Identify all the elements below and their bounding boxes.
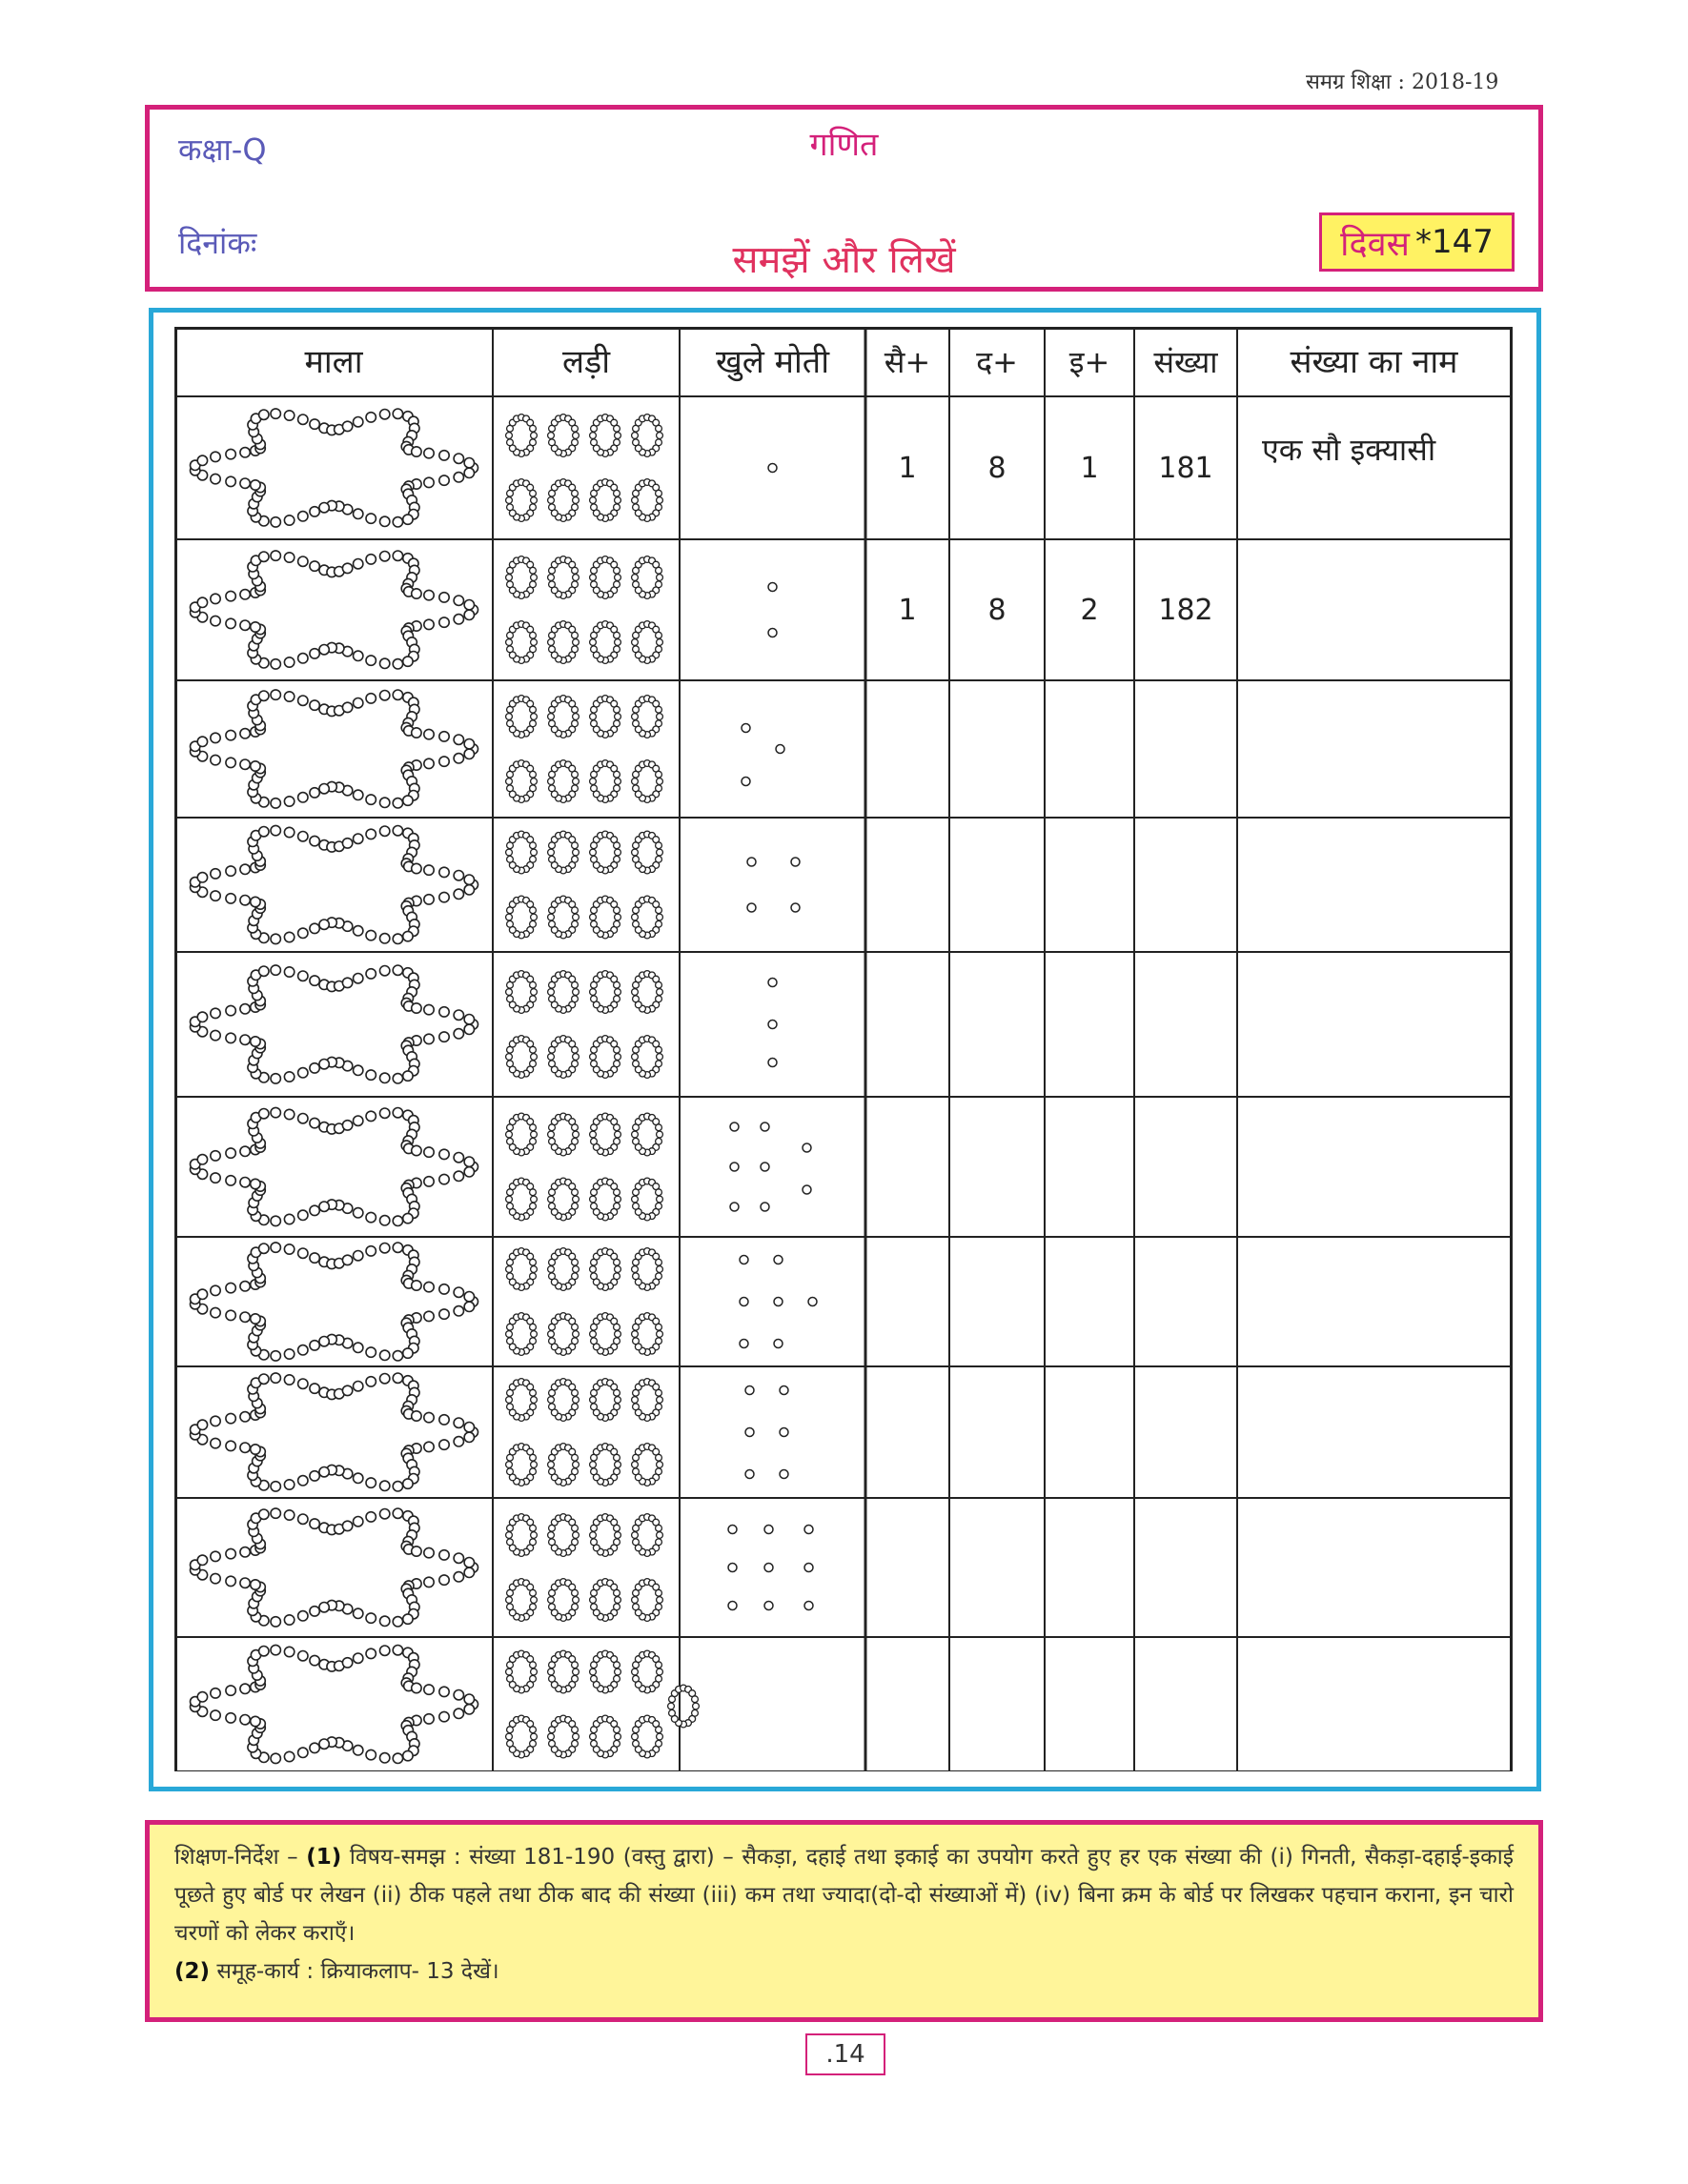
bead-string-icon	[632, 621, 663, 664]
loose-bead-icon	[747, 858, 756, 866]
bead-string-icon	[590, 1178, 621, 1221]
bead-string-icon	[548, 1514, 580, 1557]
loose-bead-icon	[768, 979, 777, 987]
table-border	[176, 329, 1512, 1772]
page-number: .14	[805, 2033, 885, 2075]
loose-bead-icon	[804, 1602, 813, 1610]
loose-bead-group	[768, 464, 777, 473]
loose-bead-icon	[745, 1470, 754, 1479]
bead-string-icon	[506, 1579, 538, 1622]
loose-bead-icon	[768, 1059, 777, 1067]
bead-string-icon	[590, 415, 621, 457]
loose-bead-icon	[761, 1163, 769, 1171]
loose-bead-icon	[764, 1602, 773, 1610]
loose-bead-icon	[728, 1602, 737, 1610]
loose-bead-icon	[761, 1122, 769, 1131]
bead-string-icon	[548, 696, 580, 738]
instructions-label: शिक्षण-निर्देश –	[174, 1845, 298, 1870]
bead-string-icon	[632, 760, 663, 803]
loose-bead-group	[747, 858, 800, 912]
loose-bead-icon	[768, 1021, 777, 1029]
bead-string-icon	[590, 1650, 621, 1693]
date-label: दिनांकः	[178, 225, 257, 261]
bead-string-icon	[632, 1579, 663, 1622]
table-row	[191, 825, 801, 943]
loose-bead-icon	[768, 629, 777, 637]
loose-bead-icon	[808, 1298, 817, 1306]
point-2-text: समूह-कार्य : क्रियाकलाप- 13 देखें।	[216, 1959, 499, 1984]
bead-string-icon	[632, 1650, 663, 1693]
bead-string-icon	[632, 479, 663, 522]
bead-string-icon	[548, 896, 580, 939]
bead-string-icon	[548, 760, 580, 803]
bead-string-icon	[506, 1248, 538, 1291]
bead-garland-icon	[191, 965, 478, 1083]
point-1-text: विषय-समझ : संख्या 181-190 (वस्तु द्वारा) – सैकड़ा, दहाई तथा इकाई का उपयोग करते हुए हर एक संख्या की (i) गिनती, सैकड़ा-दहाई-इकाई पूछते हुए बोर्ड पर लेखन (ii) ठीक पहले तथा ठीक बाद की संख्या (iii) कम तथा ज्यादा(दो-दो संख्याओं में) (iv) बिना क्रम के बोर्ड पर लिखकर पहचान कराना, इन चारो चरणों को लेकर कराएँ।	[174, 1845, 1515, 1946]
column-header: खुले मोती	[716, 343, 829, 381]
bead-garland-icon	[191, 825, 478, 943]
day-number: *147	[1414, 223, 1494, 261]
subject-title: गणित	[809, 126, 879, 164]
bead-string-icon	[632, 556, 663, 599]
loose-bead-group	[768, 979, 777, 1067]
loose-bead-icon	[780, 1428, 788, 1437]
bead-garland-icon	[191, 1243, 478, 1361]
loose-bead-icon	[745, 1386, 754, 1395]
bead-string-icon	[632, 831, 663, 874]
table-row	[191, 409, 1436, 527]
loose-bead-icon	[742, 778, 750, 786]
loose-bead-icon	[745, 1428, 754, 1437]
bead-string-icon	[590, 1715, 621, 1758]
bead-string-icon	[548, 1379, 580, 1422]
bead-string-icon	[548, 1444, 580, 1486]
bead-string-icon	[632, 1715, 663, 1758]
answer-s: 1	[898, 452, 917, 485]
table-row	[191, 1373, 789, 1491]
bead-string-icon	[506, 1514, 538, 1557]
bead-string-icon	[548, 1313, 580, 1356]
column-header: सै+	[884, 344, 931, 380]
bead-string-icon	[506, 696, 538, 738]
bead-string-icon	[632, 1248, 663, 1291]
table-row	[191, 551, 1213, 669]
table-row	[191, 1508, 814, 1627]
bead-garland-icon	[191, 551, 478, 669]
answer-i: 2	[1080, 594, 1099, 627]
bead-garland-icon	[191, 1508, 478, 1627]
loose-bead-icon	[803, 1185, 811, 1194]
answer-d: 8	[987, 594, 1007, 627]
loose-bead-icon	[764, 1526, 773, 1534]
table-row	[191, 1243, 818, 1361]
worksheet-header	[145, 105, 1543, 292]
bead-string-icon	[590, 1313, 621, 1356]
bead-string-icon	[548, 556, 580, 599]
loose-bead-group	[745, 1386, 788, 1479]
bead-string-icon	[506, 760, 538, 803]
answer-number: 182	[1158, 594, 1213, 627]
loose-bead-icon	[761, 1203, 769, 1211]
bead-string-icon	[590, 831, 621, 874]
loose-bead-icon	[780, 1470, 788, 1479]
column-header: माला	[304, 343, 363, 381]
bead-string-icon	[506, 1650, 538, 1693]
bead-garland-icon	[191, 690, 478, 808]
loose-bead-icon	[742, 724, 750, 733]
bead-string-icon	[548, 831, 580, 874]
point-2-number: (2)	[174, 1959, 211, 1984]
table-row	[191, 1645, 700, 1763]
loose-bead-group	[730, 1122, 811, 1211]
bead-string-icon	[632, 1444, 663, 1486]
bead-string-icon	[506, 971, 538, 1014]
bead-string-icon	[632, 415, 663, 457]
bead-string-icon	[590, 1113, 621, 1156]
table-row	[191, 965, 778, 1083]
loose-bead-icon	[740, 1256, 748, 1264]
loose-bead-icon	[804, 1526, 813, 1534]
bead-string-icon	[506, 1444, 538, 1486]
column-header: संख्या का नाम	[1290, 343, 1458, 381]
loose-bead-icon	[730, 1122, 739, 1131]
answer-d: 8	[987, 452, 1007, 485]
bead-string-icon	[590, 1036, 621, 1079]
bead-string-icon	[506, 1036, 538, 1079]
bead-string-icon	[632, 971, 663, 1014]
table-row	[191, 690, 785, 808]
loose-bead-icon	[791, 903, 800, 912]
loose-bead-icon	[776, 745, 784, 754]
loose-bead-icon	[728, 1564, 737, 1572]
teaching-instructions	[145, 1820, 1543, 2022]
bead-string-icon	[506, 896, 538, 939]
bead-string-icon	[506, 831, 538, 874]
bead-string-icon	[506, 1178, 538, 1221]
loose-bead-icon	[768, 464, 777, 473]
bead-string-icon	[590, 479, 621, 522]
bead-string-icon	[590, 621, 621, 664]
bead-string-icon	[590, 1379, 621, 1422]
loose-bead-icon	[728, 1526, 737, 1534]
loose-bead-icon	[774, 1298, 783, 1306]
loose-bead-icon	[747, 903, 756, 912]
loose-bead-icon	[764, 1564, 773, 1572]
loose-bead-icon	[740, 1340, 748, 1348]
bead-string-icon	[590, 1514, 621, 1557]
answer-number: 181	[1158, 452, 1213, 485]
loose-bead-icon	[803, 1143, 811, 1152]
bead-string-icon	[668, 1685, 700, 1728]
loose-bead-icon	[730, 1203, 739, 1211]
bead-garland-icon	[191, 409, 478, 527]
loose-bead-icon	[768, 583, 777, 592]
bead-string-icon	[548, 971, 580, 1014]
bead-string-icon	[506, 415, 538, 457]
bead-string-icon	[590, 760, 621, 803]
bead-string-icon	[548, 1113, 580, 1156]
loose-bead-icon	[791, 858, 800, 866]
answer-name: एक सौ इक्यासी	[1262, 432, 1436, 468]
bead-string-icon	[632, 1036, 663, 1079]
bead-string-icon	[590, 1248, 621, 1291]
bead-string-icon	[506, 1113, 538, 1156]
answer-s: 1	[898, 594, 917, 627]
column-header: संख्या	[1153, 344, 1218, 380]
bead-string-icon	[548, 1715, 580, 1758]
bead-string-icon	[590, 696, 621, 738]
bead-string-icon	[548, 621, 580, 664]
bead-garland-icon	[191, 1373, 478, 1491]
loose-bead-group	[728, 1526, 813, 1610]
running-head: समग्र शिक्षा : 2018-19	[1306, 71, 1499, 94]
point-1-number: (1)	[306, 1845, 342, 1870]
bead-string-icon	[506, 1379, 538, 1422]
bead-string-icon	[590, 971, 621, 1014]
bead-garland-icon	[191, 1645, 478, 1763]
loose-bead-icon	[774, 1256, 783, 1264]
loose-bead-icon	[774, 1340, 783, 1348]
bead-string-icon	[506, 621, 538, 664]
answer-i: 1	[1080, 452, 1099, 485]
column-header: लड़ी	[561, 343, 611, 381]
bead-string-icon	[590, 1444, 621, 1486]
day-label: दिवस	[1340, 224, 1410, 264]
bead-string-icon	[632, 1113, 663, 1156]
bead-string-icon	[506, 556, 538, 599]
loose-bead-icon	[804, 1564, 813, 1572]
loose-bead-group	[768, 583, 777, 637]
bead-string-icon	[632, 1379, 663, 1422]
table-row	[191, 1107, 812, 1225]
bead-string-icon	[548, 1178, 580, 1221]
loose-bead-group	[740, 1256, 817, 1348]
bead-string-icon	[548, 1579, 580, 1622]
bead-string-icon	[548, 479, 580, 522]
column-header: इ+	[1068, 344, 1110, 380]
day-badge	[1319, 212, 1515, 272]
grade-label: कक्षा-Q	[178, 131, 267, 168]
loose-bead-icon	[730, 1163, 739, 1171]
column-header: द+	[976, 344, 1018, 380]
activity-title: समझें और लिखें	[732, 238, 956, 282]
bead-string-icon	[548, 415, 580, 457]
bead-string-icon	[590, 556, 621, 599]
bead-string-icon	[506, 1313, 538, 1356]
bead-string-icon	[506, 1715, 538, 1758]
bead-string-icon	[506, 479, 538, 522]
loose-bead-group	[742, 724, 784, 786]
bead-string-icon	[632, 1514, 663, 1557]
count-and-write-table	[174, 327, 1515, 1771]
bead-string-icon	[632, 1313, 663, 1356]
bead-string-icon	[632, 1178, 663, 1221]
bead-string-icon	[632, 896, 663, 939]
bead-string-icon	[632, 696, 663, 738]
loose-bead-icon	[780, 1386, 788, 1395]
bead-string-icon	[590, 896, 621, 939]
bead-string-icon	[590, 1579, 621, 1622]
bead-garland-icon	[191, 1107, 478, 1225]
bead-string-icon	[548, 1248, 580, 1291]
bead-string-icon	[548, 1036, 580, 1079]
bead-string-icon	[548, 1650, 580, 1693]
loose-bead-icon	[740, 1298, 748, 1306]
